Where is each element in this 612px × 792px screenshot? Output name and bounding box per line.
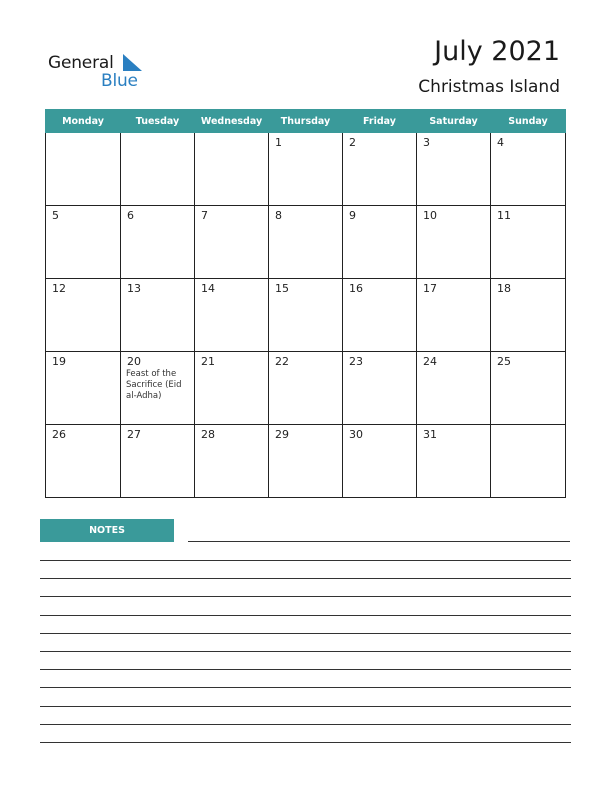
day-number: [121, 133, 194, 136]
day-number: 5: [52, 209, 59, 222]
notes-line: [40, 724, 571, 725]
day-cell: [46, 279, 121, 352]
day-number: 3: [423, 136, 430, 149]
day-cell: [195, 425, 269, 498]
day-number: 30: [349, 428, 363, 441]
day-number: 6: [127, 209, 134, 222]
day-cell: [417, 425, 491, 498]
weekday-header: Saturday: [417, 110, 491, 133]
day-cell: [491, 279, 566, 352]
day-cell: [195, 352, 269, 425]
day-cell: [269, 206, 343, 279]
day-number: 14: [201, 282, 215, 295]
calendar-body: [46, 133, 566, 498]
day-cell: [46, 425, 121, 498]
day-cell: [121, 425, 195, 498]
day-number: 26: [52, 428, 66, 441]
notes-label: NOTES: [40, 519, 174, 542]
day-number: 18: [497, 282, 511, 295]
day-number: 12: [52, 282, 66, 295]
week-row: [46, 206, 566, 279]
day-number: 16: [349, 282, 363, 295]
day-number: [195, 133, 268, 136]
day-number: 19: [52, 355, 66, 368]
day-cell: [46, 206, 121, 279]
notes-line: [40, 615, 571, 616]
day-cell: [417, 206, 491, 279]
day-number: 27: [127, 428, 141, 441]
day-cell: [343, 425, 417, 498]
day-number: [491, 425, 565, 428]
day-number: 29: [275, 428, 289, 441]
notes-line: [188, 541, 570, 542]
day-number: [46, 133, 120, 136]
weekday-header: Friday: [343, 110, 417, 133]
day-number: 31: [423, 428, 437, 441]
weekday-header-row: [46, 110, 566, 133]
day-number: 15: [275, 282, 289, 295]
day-cell: [46, 352, 121, 425]
day-cell: [343, 206, 417, 279]
logo-text-blue: Blue: [101, 71, 138, 91]
day-cell: [269, 352, 343, 425]
day-cell: [417, 279, 491, 352]
brand-logo: [48, 52, 158, 92]
day-cell: [491, 425, 566, 498]
logo-triangle-icon: [121, 54, 143, 72]
notes-line: [40, 596, 571, 597]
notes-line: [40, 687, 571, 688]
day-cell: [269, 133, 343, 206]
day-number: 8: [275, 209, 282, 222]
weekday-header: Thursday: [269, 110, 343, 133]
day-cell: [269, 425, 343, 498]
day-cell: [195, 206, 269, 279]
day-cell: [491, 133, 566, 206]
day-cell: [195, 133, 269, 206]
day-cell: [121, 206, 195, 279]
day-cell: [121, 352, 195, 425]
notes-line: [40, 706, 571, 707]
weekday-header: Sunday: [491, 110, 566, 133]
day-number: 25: [497, 355, 511, 368]
day-number: 28: [201, 428, 215, 441]
week-row: [46, 425, 566, 498]
day-cell: [343, 133, 417, 206]
day-number: 4: [497, 136, 504, 149]
notes-line: [40, 651, 571, 652]
day-cell: [491, 206, 566, 279]
day-number: 7: [201, 209, 208, 222]
day-number: 23: [349, 355, 363, 368]
day-number: 13: [127, 282, 141, 295]
day-cell: [417, 133, 491, 206]
day-cell: [269, 279, 343, 352]
weekday-header: Monday: [46, 110, 121, 133]
notes-line: [40, 669, 571, 670]
day-number: 24: [423, 355, 437, 368]
day-number: 10: [423, 209, 437, 222]
day-cell: [343, 352, 417, 425]
week-row: [46, 133, 566, 206]
calendar-grid: [45, 109, 566, 498]
week-row: [46, 279, 566, 352]
notes-line: [40, 633, 571, 634]
day-number: 9: [349, 209, 356, 222]
week-row: [46, 352, 566, 425]
day-cell: [46, 133, 121, 206]
day-number: 11: [497, 209, 511, 222]
notes-line: [40, 578, 571, 579]
day-number: 1: [275, 136, 282, 149]
weekday-header: Wednesday: [195, 110, 269, 133]
day-number: 17: [423, 282, 437, 295]
day-cell: [121, 279, 195, 352]
day-number: 20: [127, 355, 141, 368]
weekday-header: Tuesday: [121, 110, 195, 133]
notes-line: [40, 742, 571, 743]
day-cell: [195, 279, 269, 352]
day-cell: [121, 133, 195, 206]
logo-text-general: General: [48, 53, 114, 73]
day-cell: [343, 279, 417, 352]
notes-line: [40, 560, 571, 561]
holiday-event: Feast of the Sacrifice (Eid al-Adha): [126, 369, 182, 401]
day-cell: [417, 352, 491, 425]
day-number: 2: [349, 136, 356, 149]
day-number: 22: [275, 355, 289, 368]
day-number: 21: [201, 355, 215, 368]
day-cell: [491, 352, 566, 425]
page-title: July 2021: [434, 36, 560, 67]
page-subtitle: Christmas Island: [418, 77, 560, 97]
